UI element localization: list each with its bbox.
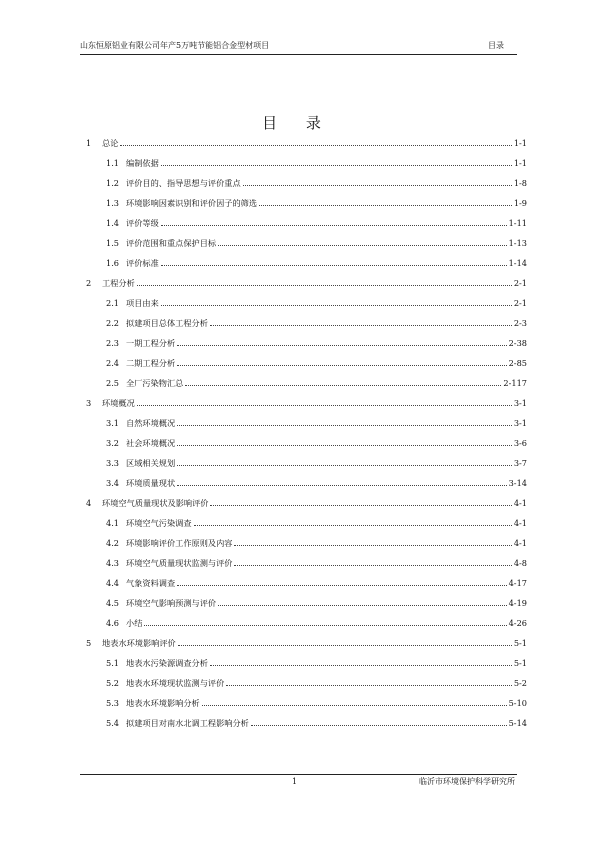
toc-entry-page: 3-7 [513,458,527,468]
toc-dot-leader [202,705,507,706]
toc-dot-leader [234,565,511,566]
toc-entry-number: 5.4 [106,718,120,728]
toc-dot-leader [177,345,506,346]
toc-entry-label: 环境质量现状 [126,478,176,488]
toc-entry-number: 3.4 [106,478,120,488]
toc-entry[interactable] [82,353,527,373]
toc-entry[interactable] [82,373,527,393]
toc-dot-leader [218,245,507,246]
toc-entry-page: 5-2 [513,678,527,688]
toc-entry-label: 拟建项目对南水北调工程影响分析 [126,718,249,728]
toc-entry[interactable] [82,573,527,593]
toc-dot-leader [120,145,511,146]
toc-entry-page: 4-17 [508,578,527,588]
toc-entry[interactable] [82,673,527,693]
toc-entry-label: 编制依据 [126,158,159,168]
toc-entry-label: 评价范围和重点保护目标 [126,238,217,248]
toc-entry-number: 4 [86,498,92,508]
toc-entry[interactable] [82,293,527,313]
toc-entry-number: 4.1 [106,518,120,528]
toc-entry-number: 2.4 [106,358,120,368]
toc-entry-number: 1.3 [106,198,120,208]
toc-dot-leader [137,285,512,286]
toc-dot-leader [251,725,507,726]
toc-entry-label: 环境空气质量现状及影响评价 [102,498,209,508]
toc-dot-leader [243,185,512,186]
toc-entry-page: 2-1 [513,278,527,288]
toc-dot-leader [185,385,501,386]
toc-entry-label: 环境空气质量现状监测与评价 [126,558,233,568]
toc-entry[interactable] [82,413,527,433]
toc-entry-page: 2-38 [508,338,527,348]
toc-entry[interactable] [82,313,527,333]
toc-entry-page: 2-117 [503,378,527,388]
toc-entry-number: 4.6 [106,618,120,628]
toc-entry-page: 4-19 [508,598,527,608]
toc-dot-leader [218,605,507,606]
toc-entry-number: 3.2 [106,438,120,448]
toc-entry-number: 1.1 [106,158,120,168]
toc-entry[interactable] [82,193,527,213]
toc-entry[interactable] [82,133,527,153]
toc-dot-leader [210,505,511,506]
toc-entry[interactable] [82,513,527,533]
toc-entry-page: 4-1 [513,518,527,528]
toc-entry-page: 3-6 [513,438,527,448]
toc-entry-label: 社会环境概况 [126,438,176,448]
toc-entry-page: 1-11 [508,218,527,228]
toc-dot-leader [210,325,512,326]
footer-organization: 临沂市环境保护科学研究所 [419,777,515,786]
toc-entry-label: 环境概况 [102,398,135,408]
toc-dot-leader [177,585,506,586]
toc-entry-label: 环境空气污染调查 [126,518,192,528]
toc-entry-number: 4.3 [106,558,120,568]
toc-entry-number: 2.5 [106,378,120,388]
toc-entry-number: 3.1 [106,418,120,428]
toc-entry-label: 地表水污染源调查分析 [126,658,208,668]
toc-entry-number: 1.5 [106,238,120,248]
toc-entry-page: 1-14 [508,258,527,268]
toc-entry[interactable] [82,493,527,513]
toc-entry-page: 1-13 [508,238,527,248]
toc-entry-number: 2.2 [106,318,120,328]
toc-entry-label: 地表水环境影响评价 [102,638,176,648]
toc-entry-number: 2.3 [106,338,120,348]
toc-dot-leader [161,165,512,166]
toc-entry-number: 3 [86,398,92,408]
page-header [80,38,517,55]
toc-entry-page: 2-1 [513,298,527,308]
toc-entry[interactable] [82,713,527,733]
toc-entry-label: 环境影响评价工作原则及内容 [126,538,233,548]
toc-dot-leader [178,645,512,646]
toc-dot-leader [226,685,512,686]
toc-entry-page: 4-8 [513,558,527,568]
toc-entry-label: 全厂污染物汇总 [126,378,184,388]
toc-dot-leader [210,665,512,666]
toc-entry-number: 1 [86,138,92,148]
toc-entry-page: 1-9 [513,198,527,208]
toc-entry[interactable] [82,693,527,713]
toc-entry-page: 3-14 [508,478,527,488]
toc-entry-number: 1.6 [106,258,120,268]
toc-entry[interactable] [82,653,527,673]
toc-dot-leader [177,425,512,426]
toc-entry-number: 1.2 [106,178,120,188]
toc-entry-label: 拟建项目总体工程分析 [126,318,208,328]
toc-entry[interactable] [82,393,527,413]
toc-dot-leader [161,305,512,306]
toc-entry[interactable] [82,173,527,193]
toc-entry[interactable] [82,613,527,633]
toc-dot-leader [259,205,512,206]
toc-dot-leader [177,465,512,466]
toc-entry-page: 2-85 [508,358,527,368]
toc-entry-page: 5-1 [513,658,527,668]
toc-entry-page: 5-10 [508,698,527,708]
toc-dot-leader [177,365,506,366]
toc-dot-leader [194,525,512,526]
toc-entry-label: 环境空气影响预测与评价 [126,598,217,608]
header-project-title: 山东恒原铝业有限公司年产5万吨节能铝合金型材项目 [80,41,270,50]
toc-entry-page: 5-14 [508,718,527,728]
toc-entry-number: 4.5 [106,598,120,608]
toc-entry[interactable] [82,593,527,613]
toc-entry-number: 5.3 [106,698,120,708]
toc-entry[interactable] [82,433,527,453]
toc-entry-page: 1-1 [513,138,527,148]
table-of-contents [82,133,527,733]
toc-entry-label: 评价标准 [126,258,159,268]
toc-entry[interactable] [82,633,527,653]
toc-dot-leader [161,225,507,226]
toc-entry-number: 3.3 [106,458,120,468]
toc-dot-leader [177,445,512,446]
toc-entry-page: 1-1 [513,158,527,168]
toc-dot-leader [177,485,506,486]
toc-entry-page: 5-1 [513,638,527,648]
toc-entry[interactable] [82,333,527,353]
toc-entry-label: 一期工程分析 [126,338,176,348]
toc-entry-number: 4.2 [106,538,120,548]
toc-entry-label: 地表水环境影响分析 [126,698,200,708]
toc-entry-label: 区域相关规划 [126,458,176,468]
toc-entry-number: 2 [86,278,92,288]
page-footer [80,774,517,787]
toc-entry-page: 3-1 [513,418,527,428]
footer-page-number: 1 [292,777,298,786]
toc-entry-number: 5 [86,638,92,648]
toc-entry[interactable] [82,153,527,173]
toc-dot-leader [234,545,511,546]
toc-entry-page: 4-1 [513,498,527,508]
toc-entry-page: 4-1 [513,538,527,548]
toc-entry-page: 3-1 [513,398,527,408]
toc-entry[interactable] [82,453,527,473]
toc-entry-label: 评价等级 [126,218,159,228]
toc-entry-page: 4-26 [508,618,527,628]
toc-entry[interactable] [82,213,527,233]
toc-entry[interactable] [82,273,527,293]
toc-entry-label: 气象资料调查 [126,578,176,588]
toc-entry-label: 小结 [126,618,143,628]
toc-entry-number: 5.1 [106,658,120,668]
toc-entry-label: 二期工程分析 [126,358,176,368]
toc-dot-leader [137,405,512,406]
toc-entry[interactable] [82,553,527,573]
header-section-label: 目录 [488,41,504,50]
toc-entry[interactable] [82,473,527,493]
toc-entry-page: 1-8 [513,178,527,188]
toc-dot-leader [161,265,507,266]
page-title: 目 录 [262,114,333,132]
toc-entry-number: 4.4 [106,578,120,588]
toc-entry[interactable] [82,533,527,553]
toc-entry-label: 项目由来 [126,298,159,308]
toc-dot-leader [144,625,506,626]
toc-entry-number: 5.2 [106,678,120,688]
toc-entry-page: 2-3 [513,318,527,328]
toc-entry-label: 工程分析 [102,278,135,288]
toc-entry[interactable] [82,253,527,273]
toc-entry-label: 自然环境概况 [126,418,176,428]
toc-entry-label: 评价目的、指导思想与评价重点 [126,178,241,188]
toc-entry[interactable] [82,233,527,253]
toc-entry-number: 2.1 [106,298,120,308]
toc-entry-number: 1.4 [106,218,120,228]
toc-entry-label: 环境影响因素识别和评价因子的筛选 [126,198,258,208]
toc-entry-label: 总论 [102,138,119,148]
toc-entry-label: 地表水环境现状监测与评价 [126,678,225,688]
